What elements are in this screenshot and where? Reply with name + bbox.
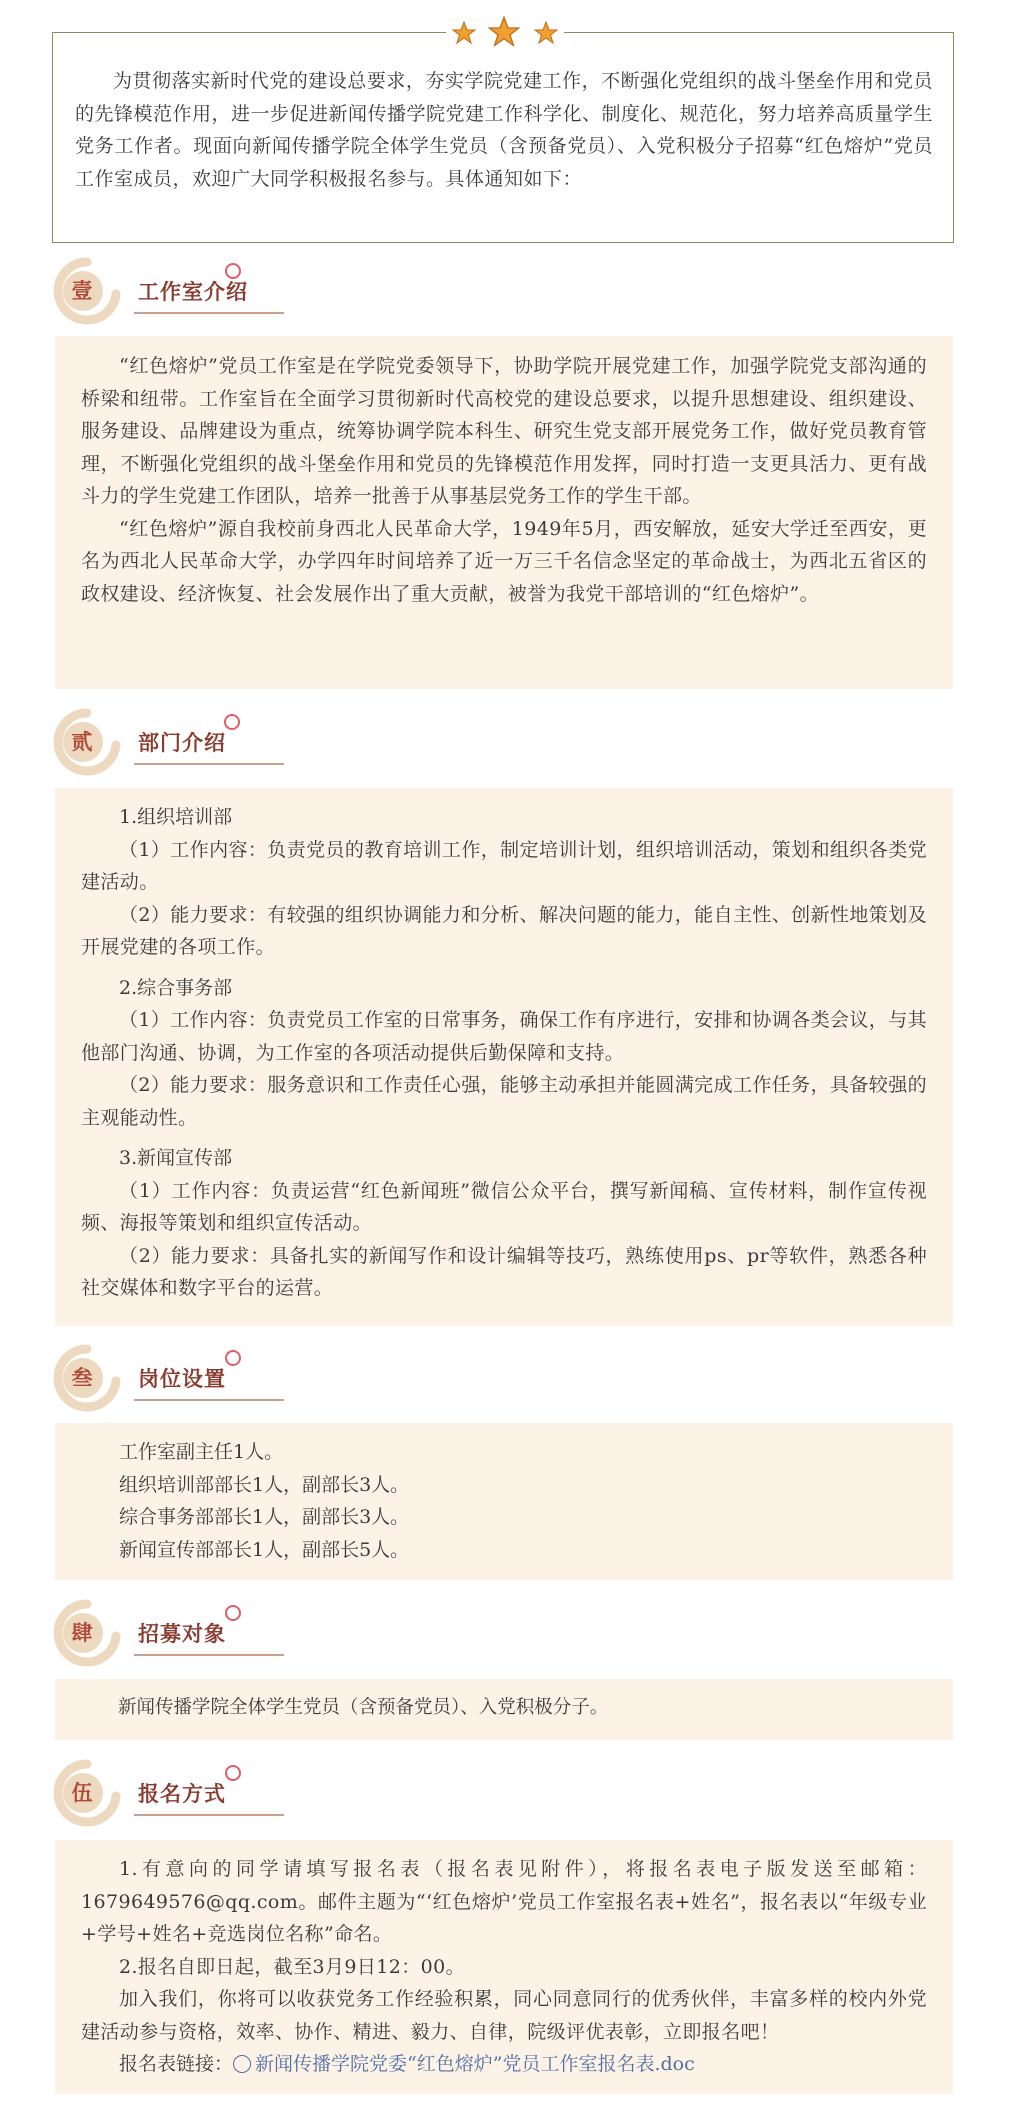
department-name: 1.组织培训部 [119,806,233,828]
signup-box [55,1840,953,2094]
department-work: （1）工作内容：负责党员的教育培训工作，制定培训计划，组织培训活动，策划和组织各类党建活动。 [81,838,927,893]
studio-paragraph-1: “红色熔炉”党员工作室是在学院党委领导下，协助学院开展党建工作，加强学院党支部沟通的桥梁和纽带。工作室旨在全面学习贯彻新时代高校党的建设总要求，以提升思想建设、组织建设、服务建设、品牌建设为重点，统筹协调学院本科生、研究生党支部开展党务工作，做好党员教育管理，不断强化党组织的战斗堡垒作用和党员的先锋模范作用发挥，同时打造一支更具活力、更有战斗力的学生党建工作团队，培养一批善于从事基层党务工作的学生干部。 [81,355,927,507]
department-block [81,1142,927,1305]
position-item: 综合事务部部长1人，副部长3人。 [119,1506,410,1528]
title-underline [134,1654,284,1656]
title-underline [134,1399,284,1401]
section-header-2 [52,707,352,777]
department-ability: （2）能力要求：有较强的组织协调能力和分析、解决问题的能力，能自主性、创新性地策划及开展党建的各项工作。 [81,903,927,958]
department-block [81,801,927,964]
signup-step-1: 1.有意向的同学请填写报名表（报名表见附件），将报名表电子版发送至邮箱：1679649576@qq.com。邮件主题为“‘红色熔炉’党员工作室报名表+姓名”，报名表以“年级专业+学号+姓名+竞选岗位名称”命名。 [81,1858,927,1945]
ring-icon [225,1605,241,1621]
section-header-5 [52,1758,352,1828]
star-icon [452,21,476,45]
studio-intro-box [55,336,953,689]
section-number: 叁 [71,1366,93,1390]
section-header-1 [52,256,352,326]
signup-invite: 加入我们，你将可以收获党务工作经验积累，同心同意同行的优秀伙伴，丰富多样的校内外党建活动参与资格，效率、协作、精进、毅力、自律，院级评优表彰，立即报名吧！ [81,1988,927,2043]
title-underline [134,312,284,314]
attachment-link-icon [233,2055,251,2073]
section-header-3 [52,1343,352,1413]
star-icon [534,21,558,45]
studio-paragraph-2: “红色熔炉”源自我校前身西北人民革命大学，1949年5月，西安解放，延安大学迁至西安，更名为西北人民革命大学，办学四年时间培养了近一万三千名信念坚定的革命战士，为西北五省区的政权建设、经济恢复、社会发展作出了重大贡献，被誉为我党干部培训的“红色熔炉”。 [81,517,927,605]
department-work: （1）工作内容：负责运营“红色新闻班”微信公众平台，撰写新闻稿、宣传材料，制作宣传视频、海报等策划和组织宣传活动。 [81,1179,927,1234]
department-work: （1）工作内容：负责党员工作室的日常事务，确保工作有序进行，安排和协调各类会议，与其他部门沟通、协调，为工作室的各项活动提供后勤保障和支持。 [81,1009,927,1064]
position-item: 工作室副主任1人。 [119,1441,284,1463]
section-title: 工作室介绍 [138,280,248,304]
section-number: 伍 [71,1781,93,1805]
section-number: 肆 [71,1621,93,1645]
ring-icon [225,1765,241,1781]
star-icon [488,16,520,48]
department-name: 2.综合事务部 [119,976,233,999]
section-number: 贰 [71,730,93,754]
ring-icon [224,714,240,730]
target-box [55,1679,953,1740]
ring-icon [225,263,241,279]
section-header-4 [52,1598,352,1668]
title-underline [134,763,284,765]
signup-link-line [81,2048,927,2081]
ring-icon [225,1350,241,1366]
stars-decoration [446,16,564,48]
department-block [81,972,927,1135]
section-title: 部门介绍 [138,731,226,755]
section-title: 报名方式 [138,1782,226,1806]
signup-form-link[interactable]: 新闻传播学院党委“红色熔炉”党员工作室报名表.doc [255,2053,695,2075]
target-text: 新闻传播学院全体学生党员（含预备党员）、入党积极分子。 [118,1697,609,1718]
signup-step-2: 2.报名自即日起，截至3月9日12：00。 [119,1955,466,1978]
position-item: 新闻宣传部部长1人，副部长5人。 [119,1538,410,1561]
section-number: 壹 [71,279,93,303]
department-ability: （2）能力要求：具备扎实的新闻写作和设计编辑等技巧，熟练使用ps、pr等软件，熟悉各种社交媒体和数字平台的运营。 [81,1244,927,1299]
departments-box [55,788,953,1326]
title-underline [134,1814,284,1816]
section-title: 岗位设置 [138,1367,226,1391]
position-item: 组织培训部部长1人，副部长3人。 [119,1473,410,1496]
intro-box [52,32,954,243]
link-label: 报名表链接： [119,2053,234,2075]
department-name: 3.新闻宣传部 [119,1147,233,1169]
department-ability: （2）能力要求：服务意识和工作责任心强，能够主动承担并能圆满完成工作任务，具备较强的主观能动性。 [81,1074,927,1129]
intro-text: 为贯彻落实新时代党的建设总要求，夯实学院党建工作，不断强化党组织的战斗堡垒作用和党员的先锋模范作用，进一步促进新闻传播学院党建工作科学化、制度化、规范化，努力培养高质量学生党务工作者。现面向新闻传播学院全体学生党员（含预备党员）、入党积极分子招募“红色熔炉”党员工作室成员，欢迎广大同学积极报名参与。具体通知如下： [75,70,934,190]
section-title: 招募对象 [138,1622,226,1646]
positions-box [55,1423,953,1580]
